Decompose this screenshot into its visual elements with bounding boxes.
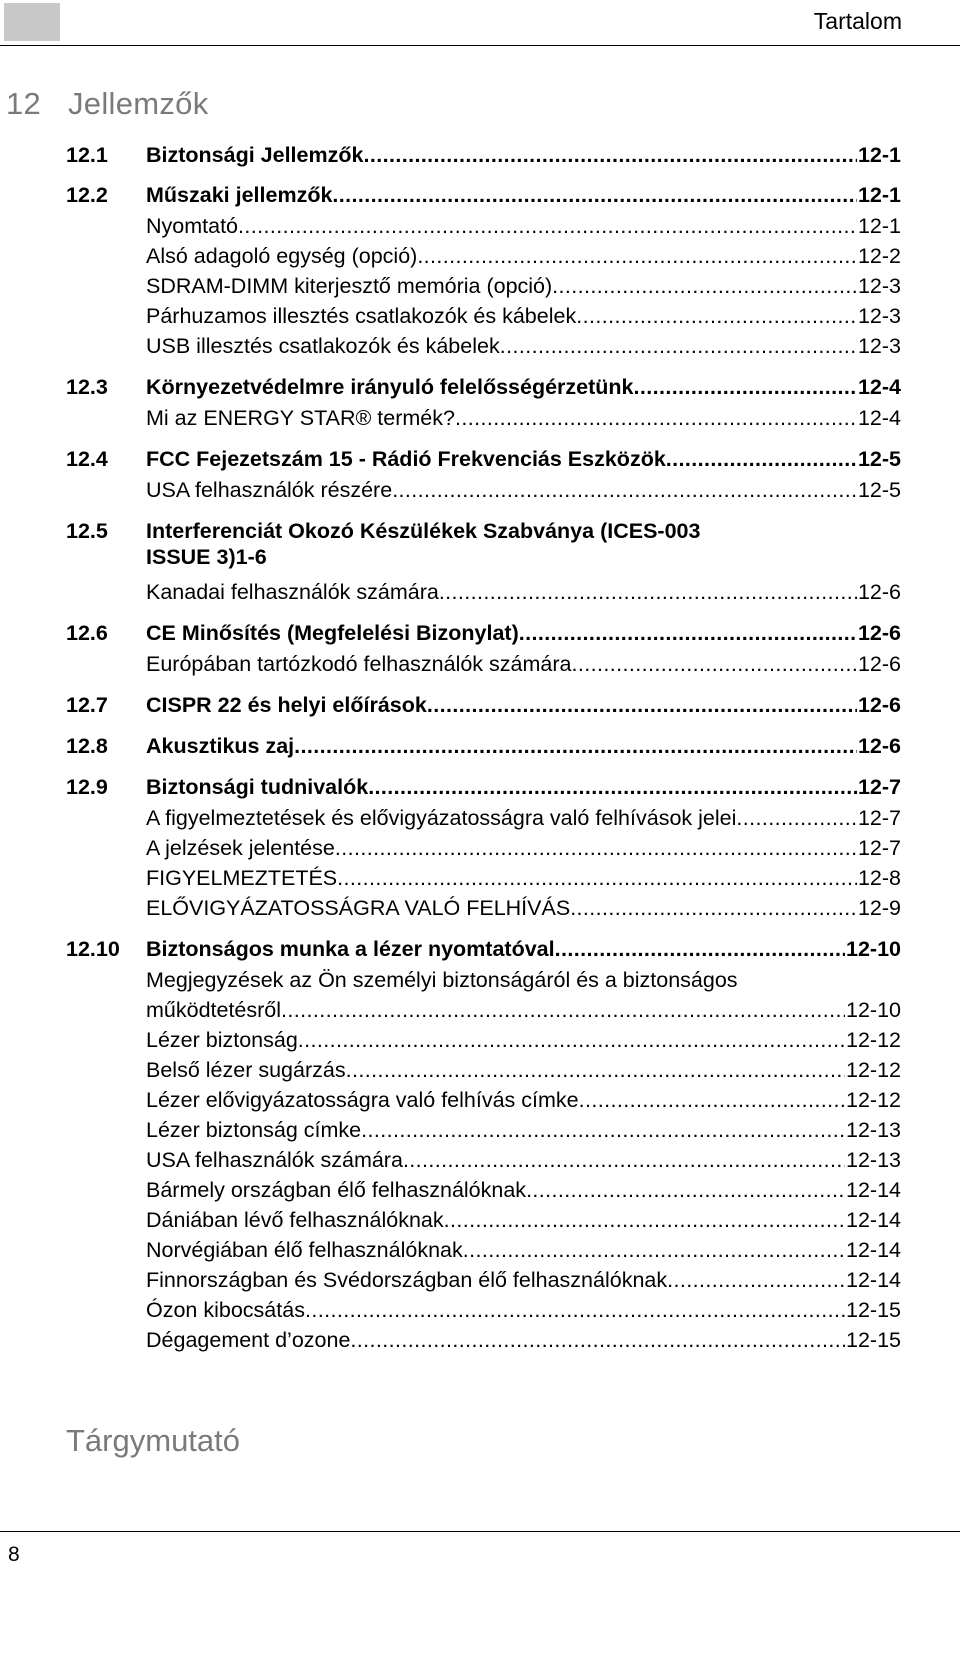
dot-leader xyxy=(666,446,857,472)
page-number: 12-5 xyxy=(857,478,901,502)
dot-leader xyxy=(571,651,856,677)
toc-entry-barmely-orszag[interactable] xyxy=(146,1177,901,1203)
section-title: Biztonsági Jellemzők xyxy=(146,143,364,167)
dot-leader xyxy=(335,835,857,861)
page-number: 12-7 xyxy=(857,775,901,799)
toc-entry-degagement-ozone[interactable] xyxy=(146,1327,901,1353)
dot-leader xyxy=(736,805,857,831)
chapter-number: 12 xyxy=(6,86,42,121)
page-number: 12-1 xyxy=(857,143,901,167)
toc-section-12-5[interactable] xyxy=(66,518,901,570)
entry-title: SDRAM-DIMM kiterjesztő memória (opció) xyxy=(146,274,553,298)
toc-entry-figyelmeztetes[interactable] xyxy=(146,865,901,891)
section-number: 12.7 xyxy=(66,693,108,717)
page-number: 12-14 xyxy=(846,1238,901,1262)
entry-title: Európában tartózkodó felhasználók számára xyxy=(146,652,572,676)
page-number: 12-4 xyxy=(857,375,901,399)
dot-leader xyxy=(337,865,857,891)
page-number: 12-13 xyxy=(846,1148,901,1172)
entry-title: ELŐVIGYÁZATOSSÁGRA VALÓ FELHÍVÁS xyxy=(146,896,571,920)
footer-page-number: 8 xyxy=(8,1543,20,1566)
toc-entry-megjegyzesek[interactable] xyxy=(146,997,901,1023)
section-number: 12.5 xyxy=(66,519,108,543)
entry-title: USA felhasználók számára xyxy=(146,1148,403,1172)
toc-section-12-9[interactable] xyxy=(66,774,901,800)
toc-section-12-1[interactable] xyxy=(66,142,901,168)
chapter-title: Jellemzők xyxy=(68,86,209,121)
page-number: 12-6 xyxy=(857,652,901,676)
page-number: 12-6 xyxy=(857,693,901,717)
page-number: 12-6 xyxy=(857,580,901,604)
section-title: CISPR 22 és helyi előírások xyxy=(146,693,427,717)
section-title: FCC Fejezetszám 15 - Rádió Frekvenciás Eszközök xyxy=(146,447,666,471)
toc-section-12-6[interactable] xyxy=(66,620,901,646)
page-number: 12-8 xyxy=(857,866,901,890)
toc-entry-energy-star[interactable] xyxy=(146,405,901,431)
section-title: Biztonságos munka a lézer nyomtatóval xyxy=(146,937,555,961)
dot-leader xyxy=(427,692,857,718)
dot-leader xyxy=(519,620,857,646)
page-number: 12-6 xyxy=(857,621,901,645)
dot-leader xyxy=(346,1057,845,1083)
dot-leader xyxy=(444,1207,845,1233)
toc-entry-dania[interactable] xyxy=(146,1207,901,1233)
toc-entry-megjegyzesek-line-1[interactable] xyxy=(146,967,901,993)
toc-entry-finn-sved[interactable] xyxy=(146,1267,901,1293)
page-number: 12-3 xyxy=(857,274,901,298)
entry-title-line-1: Megjegyzések az Ön személyi biztonságáról és a biztonságos xyxy=(146,968,738,992)
section-number: 12.4 xyxy=(66,447,108,471)
header-divider xyxy=(0,45,960,46)
page-number: 12-2 xyxy=(857,244,901,268)
dot-leader xyxy=(552,273,857,299)
dot-leader xyxy=(579,1087,845,1113)
toc-entry-belso-lezer[interactable] xyxy=(146,1057,901,1083)
entry-title: A jelzések jelentése xyxy=(146,836,335,860)
entry-title: Párhuzamos illesztés csatlakozók és kábelek xyxy=(146,304,577,328)
toc-entry-jelzesek-jelentese[interactable] xyxy=(146,835,901,861)
toc-section-12-10[interactable] xyxy=(66,936,901,962)
page-number: 12-3 xyxy=(857,304,901,328)
page-number: 12-4 xyxy=(857,406,901,430)
dot-leader xyxy=(463,1237,845,1263)
entry-title: Lézer biztonság címke xyxy=(146,1118,362,1142)
section-title: CE Minősítés (Megfelelési Bizonylat) xyxy=(146,621,519,645)
toc-entry-sdram[interactable] xyxy=(146,273,901,299)
toc-entry-lezer-biztonsag[interactable] xyxy=(146,1027,901,1053)
section-number: 12.8 xyxy=(66,734,108,758)
entry-title: Lézer elővigyázatosságra való felhívás címke xyxy=(146,1088,579,1112)
entry-title: USB illesztés csatlakozók és kábelek xyxy=(146,334,500,358)
chapter-heading xyxy=(6,86,209,122)
entry-title: Mi az ENERGY STAR® termék? xyxy=(146,406,455,430)
entry-title: Dániában lévő felhasználóknak xyxy=(146,1208,444,1232)
page-number: 12-12 xyxy=(846,1028,901,1052)
entry-title: Kanadai felhasználók számára xyxy=(146,580,439,604)
entry-title: Bármely országban élő felhasználóknak xyxy=(146,1178,527,1202)
entry-title: Nyomtató xyxy=(146,214,239,238)
section-title: Környezetvédelmre irányuló felelősségérzetünk xyxy=(146,375,634,399)
section-number: 12.1 xyxy=(66,143,108,167)
dot-leader xyxy=(570,895,857,921)
entry-title-line-2: működtetésről xyxy=(146,998,282,1022)
index-heading[interactable]: Tárgymutató xyxy=(66,1423,241,1458)
section-title-line-1: Interferenciát Okozó Készülékek Szabványa (ICES-003 xyxy=(146,519,701,543)
entry-title: Dégagement d’ozone xyxy=(146,1328,351,1352)
entry-title: USA felhasználók részére xyxy=(146,478,393,502)
toc-section-12-3[interactable] xyxy=(66,374,901,400)
entry-title: Belső lézer sugárzás xyxy=(146,1058,346,1082)
header-title: Tartalom xyxy=(813,8,902,34)
header-corner-block xyxy=(4,3,60,41)
toc-entry-lezer-biztonsag-cimke[interactable] xyxy=(146,1117,901,1143)
page-number: 12-3 xyxy=(857,334,901,358)
section-number: 12.10 xyxy=(66,937,120,961)
page-number: 12-9 xyxy=(857,896,901,920)
section-number: 12.3 xyxy=(66,375,108,399)
dot-leader xyxy=(361,1117,845,1143)
dot-leader xyxy=(526,1177,845,1203)
toc-entry-lezer-cimke[interactable] xyxy=(146,1087,901,1113)
dot-leader xyxy=(294,733,857,759)
section-number: 12.6 xyxy=(66,621,108,645)
dot-leader xyxy=(298,1027,845,1053)
toc-section-12-8[interactable] xyxy=(66,733,901,759)
page-number: 12-10 xyxy=(846,998,901,1022)
toc-section-12-7[interactable] xyxy=(66,692,901,718)
dot-leader xyxy=(403,1147,845,1173)
toc-entry-norvegia[interactable] xyxy=(146,1237,901,1263)
page-number: 12-13 xyxy=(846,1118,901,1142)
page-number: 12-14 xyxy=(846,1178,901,1202)
page-number: 12-10 xyxy=(846,937,901,961)
entry-title: FIGYELMEZTETÉS xyxy=(146,866,338,890)
dot-leader xyxy=(667,1267,845,1293)
dot-leader xyxy=(417,243,857,269)
page-number: 12-15 xyxy=(846,1328,901,1352)
dot-leader xyxy=(392,477,857,503)
page-number: 12-1 xyxy=(857,183,901,207)
dot-leader xyxy=(363,142,857,168)
page-number: 12-14 xyxy=(846,1268,901,1292)
entry-title: Norvégiában élő felhasználóknak xyxy=(146,1238,463,1262)
entry-title: Lézer biztonság xyxy=(146,1028,298,1052)
section-number: 12.2 xyxy=(66,183,108,207)
toc-section-12-2[interactable] xyxy=(66,182,901,208)
dot-leader xyxy=(332,182,857,208)
toc-section-12-4[interactable] xyxy=(66,446,901,472)
section-title xyxy=(146,518,846,570)
toc-entry-also-adagolo[interactable] xyxy=(146,243,901,269)
page-number: 12-7 xyxy=(857,836,901,860)
page-number: 12-14 xyxy=(846,1208,901,1232)
toc-entry-usa-felhasznalok[interactable] xyxy=(146,477,901,503)
page-number: 12-1 xyxy=(857,214,901,238)
dot-leader xyxy=(350,1327,845,1353)
toc-entry-figyelmeztetesek-jelei[interactable] xyxy=(146,805,901,831)
page-number: 12-5 xyxy=(857,447,901,471)
dot-leader xyxy=(281,997,845,1023)
page-number: 12-12 xyxy=(846,1058,901,1082)
page-number: 12-15 xyxy=(846,1298,901,1322)
footer-divider xyxy=(0,1531,960,1532)
toc-entry-kanadai[interactable] xyxy=(146,579,901,605)
dot-leader xyxy=(455,405,857,431)
section-title: Akusztikus zaj xyxy=(146,734,295,758)
toc-entry-usb[interactable] xyxy=(146,333,901,359)
toc-entry-ozon-kibocsatas[interactable] xyxy=(146,1297,901,1323)
entry-title: Ózon kibocsátás xyxy=(146,1298,305,1322)
dot-leader xyxy=(238,213,857,239)
toc-entry-europaban[interactable] xyxy=(146,651,901,677)
entry-title: Alsó adagoló egység (opció) xyxy=(146,244,418,268)
section-title: Biztonsági tudnivalók xyxy=(146,775,369,799)
entry-title: Finnországban és Svédországban élő felhasználóknak xyxy=(146,1268,668,1292)
toc-entry-parhuzamos[interactable] xyxy=(146,303,901,329)
dot-leader xyxy=(555,936,845,962)
section-title: Műszaki jellemzők xyxy=(146,183,333,207)
dot-leader xyxy=(500,333,857,359)
section-number: 12.9 xyxy=(66,775,108,799)
dot-leader xyxy=(634,374,857,400)
page-number: 12-12 xyxy=(846,1088,901,1112)
toc-entry-usa-felhasznalok-szamara[interactable] xyxy=(146,1147,901,1173)
dot-leader xyxy=(368,774,857,800)
toc-entry-nyomtato[interactable] xyxy=(146,213,901,239)
dot-leader xyxy=(439,579,857,605)
dot-leader xyxy=(576,303,857,329)
section-title-line-2: ISSUE 3)1-6 xyxy=(146,545,267,569)
entry-title: A figyelmeztetések és elővigyázatosságra való felhívások jelei xyxy=(146,806,737,830)
toc-entry-elovigyazatossagra[interactable] xyxy=(146,895,901,921)
dot-leader xyxy=(305,1297,845,1323)
page-number: 12-6 xyxy=(857,734,901,758)
page-number: 12-7 xyxy=(857,806,901,830)
